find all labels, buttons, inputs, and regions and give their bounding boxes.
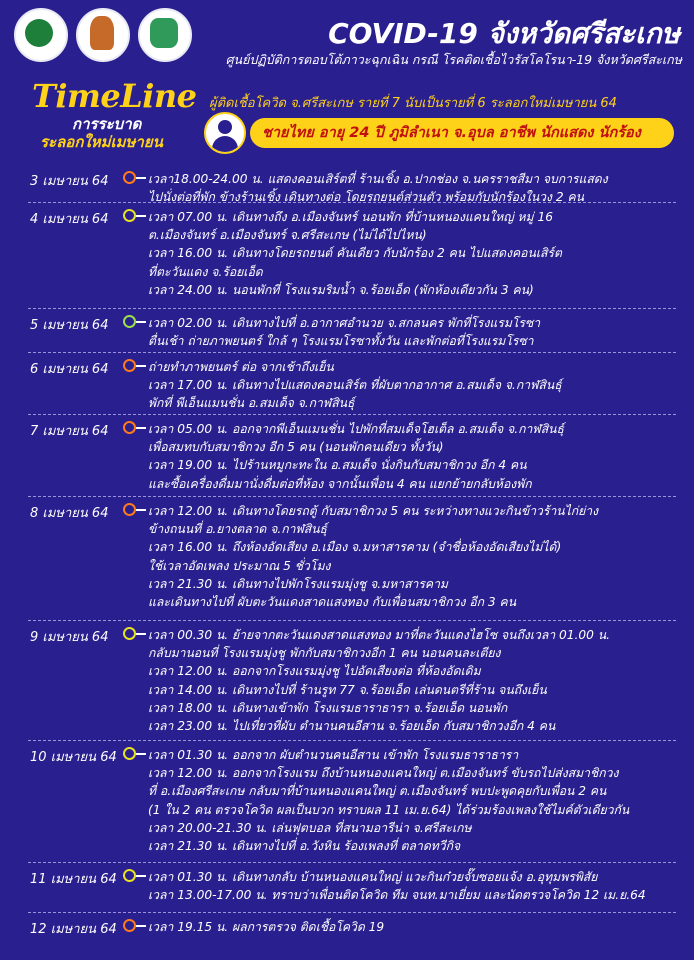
timeline-details: [148, 502, 688, 611]
timeline-detail-line: เวลา 19.00 น. ไปร้านหมูกะทะใน อ.สมเด็จ นั่งกินกับสมาชิกวง อีก 4 คน: [148, 458, 527, 473]
timeline-details: [148, 626, 688, 735]
timeline-detail-line: เวลา 16.00 น. ถึงห้องอัดเสียง อ.เมือง จ.มหาสารคาม (จำชื่อห้องอัดเสียงไม่ได้): [148, 540, 562, 555]
timeline-detail-line: เวลา 05.00 น. ออกจากพีเอ็นแมนชั่น ไปพักที่สมเด็จโฮเต็ล อ.สมเด็จ จ.กาฬสินธุ์: [148, 422, 564, 436]
timeline-detail-line: เพื่อสมทบกับสมาชิกวง อีก 5 คน (นอนพักคนเดียว ทั้งวัน): [148, 440, 444, 455]
timeline-detail-line: เวลา 12.00 น. ออกจากโรงแรม ถึงบ้านหนองแคนใหญ่ ต.เมืองจันทร์ ขับรถไปส่งสมาชิกวง: [148, 766, 619, 781]
ministry-logo: [14, 8, 68, 62]
timeline-connector: [136, 177, 146, 179]
timeline-detail-line: (1 ใน 2 คน ตรวจโควิด ผลเป็นบวก ทราบผล 11 เม.ย.64) ได้ร่วมร้องเพลงใช้ไมค์ตัวเดียวกัน: [148, 802, 630, 817]
timeline-detail-line: เวลา18.00-24.00 น. แสดงคอนเสิร์ตที่ ร้านเชิ้ง อ.ปากช่อง จ.นครราชสีมา จบการแสดง: [148, 172, 608, 186]
timeline-separator: [28, 352, 676, 353]
timeline-detail-line: เวลา 02.00 น. เดินทางไปที่ อ.อากาศอำนวย จ.สกลนคร พักที่โรงแรมโรซา: [148, 316, 541, 330]
timeline-separator: [28, 308, 676, 309]
timeline-detail-line: ตื่นเช้า ถ่ายภาพยนตร์ ใกล้ ๆ โรงแรมโรซาทั้งวัน และพักต่อที่โรงแรมโรซา: [148, 334, 534, 349]
timeline-detail-line: เวลา 23.00 น. ไปเที่ยวที่ผับ ตำนานคนอีสาน จ.ร้อยเอ็ด กับสมาชิกวงอีก 4 คน: [148, 719, 556, 734]
timeline-date: 7 เมษายน 64: [30, 424, 109, 439]
page-subtitle: ศูนย์ปฏิบัติการตอบโต้ภาวะฉุกเฉิน กรณี โรคติดเชื้อไวรัสโคโรนา-19 จังหวัดศรีสะเกษ: [225, 52, 682, 67]
timeline-detail-line: เวลา 24.00 น. นอนพักที่ โรงแรมริมน้ำ จ.ร้อยเอ็ด (พักห้องเดียวกัน 3 คน): [148, 282, 534, 297]
timeline-detail-line: พักที่ พีเอ็นแมนชั่น อ.สมเด็จ จ.กาฬสินธุ์: [148, 396, 355, 411]
timeline-detail-line: ใช้เวลาอัดเพลง ประมาณ 5 ชั่วโมง: [148, 558, 331, 573]
timeline-date: 4 เมษายน 64: [30, 212, 109, 227]
timeline-detail-line: กลับมานอนที่ โรงแรมมุ่งชู พักกับสมาชิกวงอีก 1 คน นอนคนละเตียง: [148, 646, 501, 661]
timeline-separator: [28, 496, 676, 497]
page-title: COVID-19 จังหวัดศรีสะเกษ: [328, 17, 680, 50]
timeline-separator: [28, 740, 676, 741]
timeline-date: 3 เมษายน 64: [30, 174, 109, 189]
timeline-detail-line: เวลา 21.30 น. เดินทางไปที่ อ.วังหิน ร้องเพลงที่ ตลาดทวีกิจ: [148, 839, 461, 854]
timeline-details: [148, 358, 688, 413]
timeline-details: [148, 314, 688, 350]
timeline-detail-line: และเดินทางไปที่ ผับตะวันแดงสาดแสงทอง กับเพื่อนสมาชิกวง อีก 3 คน: [148, 595, 517, 610]
timeline-details: [148, 170, 688, 206]
timeline-separator: [28, 912, 676, 913]
timeline-dot-icon: [123, 209, 136, 222]
timeline-detail-line: เวลา 01.30 น. เดินทางกลับ บ้านหนองแคนใหญ่ แวะกินก๋วยจั๊บซอยแจ้ง อ.อุทุมพรพิสัย: [148, 870, 598, 884]
timeline-connector: [136, 215, 146, 217]
timeline-dot-icon: [123, 503, 136, 516]
timeline-detail-line: เวลา 12.00 น. ออกจากโรงแรมมุ่งชู ไปอัดเสียงต่อ ที่ห้องอัดเดิม: [148, 664, 481, 679]
timeline-detail-line: ที่ตะวันแดง จ.ร้อยเอ็ด: [148, 264, 263, 279]
timeline-connector: [136, 321, 146, 323]
timeline-dot-icon: [123, 627, 136, 640]
timeline-connector: [136, 875, 146, 877]
timeline-separator: [28, 620, 676, 621]
timeline-subheading-2: ระลอกใหม่เมษายน: [40, 133, 163, 151]
timeline-connector: [136, 753, 146, 755]
timeline-dot-icon: [123, 359, 136, 372]
timeline-detail-line: เวลา 18.00 น. เดินทางเข้าพัก โรงแรมธาราธารา จ.ร้อยเอ็ด นอนพัก: [148, 700, 508, 715]
timeline-details: [148, 746, 688, 855]
timeline-details: [148, 208, 688, 299]
timeline-detail-line: เวลา 17.00 น. เดินทางไปแสดงคอนเสิร์ต ที่ผับตากอากาศ อ.สมเด็จ จ.กาฬสินธุ์: [148, 378, 562, 393]
timeline-separator: [28, 862, 676, 863]
timeline-dot-icon: [123, 315, 136, 328]
province-seal-logo: [76, 8, 130, 62]
timeline-detail-line: เวลา 21.30 น. เดินทางไปพักโรงแรมมุ่งชู จ.มหาสารคาม: [148, 576, 448, 591]
patient-profile-bar: ชายไทย อายุ 24 ปี ภูมิลำเนา จ.อุบล อาชีพ นักแสดง นักร้อง: [250, 118, 674, 148]
timeline-detail-line: เวลา 14.00 น. เดินทางไปที่ ร้านรูท 77 จ.ร้อยเอ็ด เล่นดนตรีที่ร้าน จนถึงเย็น: [148, 682, 547, 697]
timeline-connector: [136, 925, 146, 927]
timeline-connector: [136, 427, 146, 429]
timeline-detail-line: ต.เมืองจันทร์ อ.เมืองจันทร์ จ.ศรีสะเกษ (ไม่ได้ไปไหน): [148, 228, 427, 243]
person-icon: [204, 112, 246, 154]
timeline-connector: [136, 633, 146, 635]
timeline-date: 11 เมษายน 64: [30, 872, 117, 887]
timeline-dot-icon: [123, 421, 136, 434]
timeline-detail-line: ไปนั่งต่อที่พัก ข้างร้านเชิ้ง เดินทางต่อ โดยรถยนต์ส่วนตัว พร้อมกับนักร้องในวง 2 คน: [148, 190, 584, 205]
timeline-dot-icon: [123, 869, 136, 882]
timeline-dot-icon: [123, 747, 136, 760]
timeline-date: 10 เมษายน 64: [30, 750, 117, 765]
timeline-detail-line: เวลา 00.30 น. ย้ายจากตะวันแดงสาดแสงทอง มาที่ตะวันแดงไฮโซ จนถึงเวลา 01.00 น.: [148, 628, 611, 642]
timeline-detail-line: เวลา 13.00-17.00 น. ทราบว่าเพื่อนติดโควิด ทีม จนท.มาเยี่ยม และนัดตรวจโควิด 12 เม.ย.64: [148, 888, 646, 903]
case-info: ผู้ติดเชื้อโควิด จ.ศรีสะเกษ รายที่ 7 นับเป็นรายที่ 6 ระลอกใหม่เมษายน 64: [209, 96, 617, 111]
timeline-date: 9 เมษายน 64: [30, 630, 109, 645]
timeline-date: 8 เมษายน 64: [30, 506, 109, 521]
timeline-detail-line: เวลา 01.30 น. ออกจาก ผับตำนวนคนอีสาน เข้าพัก โรงแรมธาราธารา: [148, 748, 519, 762]
timeline-date: 12 เมษายน 64: [30, 922, 117, 937]
timeline-detail-line: เวลา 20.00-21.30 น. เล่นฟุตบอล ที่สนามอารีน่า จ.ศรีสะเกษ: [148, 820, 472, 835]
timeline-dot-icon: [123, 171, 136, 184]
timeline-subheading-1: การระบาด: [72, 115, 142, 133]
timeline-date: 5 เมษายน 64: [30, 318, 109, 333]
timeline-separator: [28, 414, 676, 415]
timeline-detail-line: และซื้อเครื่องดื่มมานั่งดื่มต่อที่ห้อง จากนั้นเพื่อน 4 คน แยกย้ายกลับห้องพัก: [148, 476, 532, 491]
timeline-connector: [136, 365, 146, 367]
logo-group: [14, 8, 192, 62]
timeline-details: [148, 918, 688, 936]
timeline-detail-line: เวลา 07.00 น. เดินทางถึง อ.เมืองจันทร์ นอนพัก ที่บ้านหนองแคนใหญ่ หมู่ 16: [148, 210, 553, 224]
timeline-detail-line: เวลา 19.15 น. ผลการตรวจ ติดเชื้อโควิด 19: [148, 920, 385, 934]
timeline-dot-icon: [123, 919, 136, 932]
timeline-detail-line: ข้างถนนที่ อ.ยางตลาด จ.กาฬสินธุ์: [148, 522, 327, 537]
timeline-detail-line: เวลา 12.00 น. เดินทางโดยรถตู้ กับสมาชิกวง 5 คน ระหว่างทางแวะกินข้าวร้านไก่ย่าง: [148, 504, 599, 518]
timeline-date: 6 เมษายน 64: [30, 362, 109, 377]
timeline-details: [148, 420, 688, 493]
timeline-connector: [136, 509, 146, 511]
timeline-detail-line: ที่ อ.เมืองศรีสะเกษ กลับมาที่บ้านหนองแคนใหญ่ ต.เมืองจันทร์ พบปะพูดคุยกับเพื่อน 2 คน: [148, 784, 607, 799]
timeline-heading: TimeLine: [32, 77, 197, 115]
timeline-detail-line: ถ่ายทำภาพยนตร์ ต่อ จากเช้าถึงเย็น: [148, 360, 334, 374]
timeline-details: [148, 868, 688, 904]
timeline-detail-line: เวลา 16.00 น. เดินทางโดยรถยนต์ คันเดียว กับนักร้อง 2 คน ไปแสดงคอนเสิร์ต: [148, 246, 562, 261]
health-office-logo: [138, 8, 192, 62]
